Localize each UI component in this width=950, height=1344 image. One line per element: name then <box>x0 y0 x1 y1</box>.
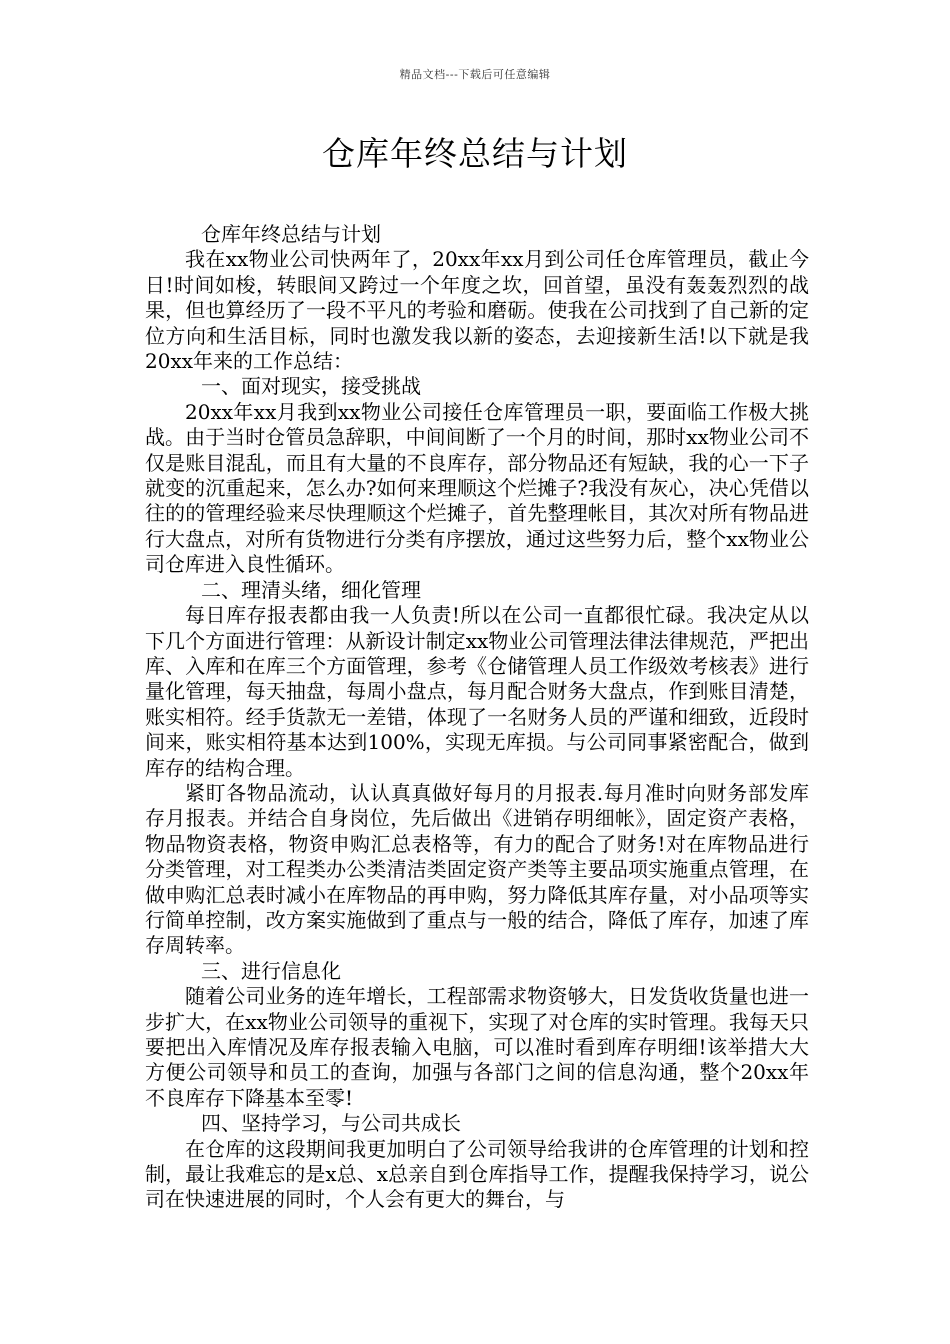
section-heading: 三、进行信息化 <box>201 958 341 983</box>
section-heading: 仓库年终总结与计划 <box>201 222 381 246</box>
body-paragraph: 随着公司业务的连年增长，工程部需求物资够大，日发货收货量也进一步扩大，在xx物业公司领导的重视下，实现了对仓库的实时管理。我每天只要把出入库情况及库存报表输入电脑，可以准时看到库存明细!该举措大大方便公司领导和员工的查询，加强与各部门之间的信息沟通，整个20xx年不良库存下降基本至零! <box>145 984 809 1110</box>
body-paragraph: 在仓库的这段期间我更加明白了公司领导给我讲的仓库管理的计划和控制，最让我难忘的是x总、x总亲自到仓库指导工作，提醒我保持学习，说公司在快速进展的同时，个人会有更大的舞台，与 <box>145 1136 809 1212</box>
section-heading: 四、坚持学习，与公司共成长 <box>201 1111 461 1136</box>
section-heading: 二、理清头绪，细化管理 <box>201 577 421 602</box>
document-header-note: 精品文档---下载后可任意编辑 <box>399 68 551 81</box>
document-title: 仓库年终总结与计划 <box>322 134 628 173</box>
body-paragraph: 20xx年xx月我到xx物业公司接任仓库管理员一职，要面临工作极大挑战。由于当时仓管员急辞职，中间间断了一个月的时间，那时xx物业公司不仅是账目混乱，而且有大量的不良库存，部分物品还有短缺，我的心一下子就变的沉重起来，怎么办?如何来理顺这个烂摊子?我没有灰心，决心凭借以往的的管理经验来尽快理顺这个烂摊子，首先整理帐目，其次对所有物品进行大盘点，对所有货物进行分类有序摆放，通过这些努力后，整个xx物业公司仓库进入良性循环。 <box>145 399 809 577</box>
document-body <box>145 222 809 1213</box>
body-paragraph: 我在xx物业公司快两年了，20xx年xx月到公司任仓库管理员，截止今日!时间如梭，转眼间又跨过一个年度之坎，回首望，虽没有轰轰烈烈的战果，但也算经历了一段不平凡的考验和磨砺。使我在公司找到了自己新的定位方向和生活目标，同时也激发我以新的姿态，去迎接新生活!以下就是我20xx年来的工作总结： <box>145 247 809 374</box>
body-paragraph: 紧盯各物品流动，认认真真做好每月的月报表.每月准时向财务部发库存月报表。并结合自身岗位，先后做出《进销存明细帐》，固定资产表格，物品物资表格，物资申购汇总表格等，有力的配合了财务!对在库物品进行分类管理，对工程类办公类清洁类固定资产类等主要品项实施重点管理，在做申购汇总表时减小在库物品的再申购，努力降低其库存量，对小品项等实行简单控制，改方案实施做到了重点与一般的结合，降低了库存，加速了库存周转率。 <box>145 780 809 958</box>
body-paragraph: 每日库存报表都由我一人负责!所以在公司一直都很忙碌。我决定从以下几个方面进行管理：从新设计制定xx物业公司管理法律法律规范，严把出库、入库和在库三个方面管理，参考《仓储管理人员工作级效考核表》进行量化管理，每天抽盘，每周小盘点，每月配合财务大盘点，作到账目清楚，账实相符。经手货款无一差错，体现了一名财务人员的严谨和细致，近段时间来，账实相符基本达到100%，实现无库损。与公司同事紧密配合，做到库存的结构合理。 <box>145 603 809 780</box>
section-heading: 一、面对现实，接受挑战 <box>201 374 421 399</box>
